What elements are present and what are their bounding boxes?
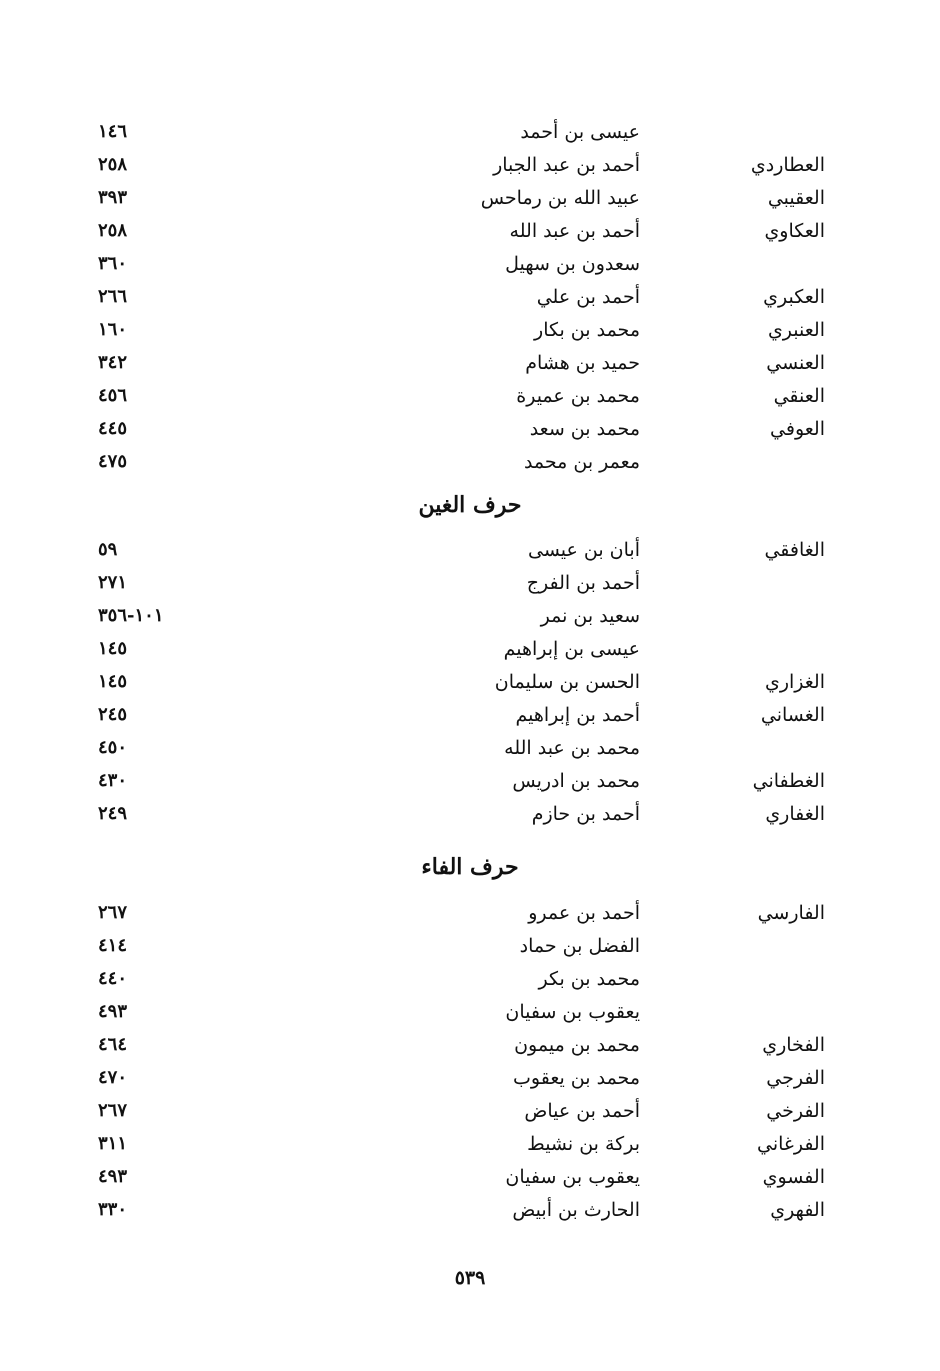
person-name: أحمد بن عياض	[524, 1100, 640, 1122]
nisba-label: الفرجي	[766, 1067, 825, 1089]
list-item	[0, 248, 940, 280]
nisba-label: العكبري	[763, 286, 825, 308]
person-name: سعيد بن نمر	[540, 605, 640, 627]
page-ref: ٤٤٥	[98, 418, 128, 439]
list-item	[0, 534, 940, 566]
list-item	[0, 1029, 940, 1061]
person-name: محمد بن عبد الله	[504, 737, 640, 759]
page-ref: ٤٥٦	[98, 385, 128, 406]
nisba-label: الغطفاني	[752, 770, 825, 792]
page-ref: ٤٥٠	[98, 737, 128, 758]
page-ref: ١٤٥	[98, 671, 128, 692]
nisba-label: الفارسي	[757, 902, 825, 924]
page-ref: ٣١١	[98, 1133, 128, 1154]
list-item	[0, 1194, 940, 1226]
page-ref: ٤٩٣	[98, 1166, 128, 1187]
person-name: معمر بن محمد	[523, 451, 640, 473]
nisba-label: الفهري	[770, 1199, 825, 1221]
section-heading: حرف الغين	[418, 492, 522, 518]
person-name: أحمد بن عمرو	[528, 902, 640, 924]
person-name: عبيد الله بن رماحس	[480, 187, 640, 209]
person-name: عيسى بن إبراهيم	[503, 638, 640, 660]
nisba-label	[665, 930, 825, 962]
nisba-label: الغزاري	[764, 671, 825, 693]
list-item	[0, 215, 940, 247]
page-number: ٥٣٩	[454, 1267, 486, 1289]
list-item	[0, 1161, 940, 1193]
person-name: محمد بن عميرة	[516, 385, 640, 407]
list-item	[0, 347, 940, 379]
page-ref: ٤٩٣	[98, 1001, 128, 1022]
nisba-label: الفرغاني	[756, 1133, 825, 1155]
list-item	[0, 699, 940, 731]
nisba-label: الفرخي	[766, 1100, 825, 1122]
nisba-label: العنسي	[766, 352, 825, 374]
page-ref: ٢٧١	[98, 572, 128, 593]
list-item	[0, 380, 940, 412]
person-name: أبان بن عيسى	[528, 539, 640, 561]
page-ref: ١٤٥	[98, 638, 128, 659]
list-item	[0, 116, 940, 148]
person-name: يعقوب بن سفيان	[505, 1166, 640, 1188]
nisba-label: العنبري	[767, 319, 825, 341]
person-name: أحمد بن إبراهيم	[515, 704, 640, 726]
person-name: حميد بن هشام	[525, 352, 640, 374]
person-name: يعقوب بن سفيان	[505, 1001, 640, 1023]
nisba-label: الفخاري	[762, 1034, 825, 1056]
person-name: محمد بن ادريس	[512, 770, 640, 792]
nisba-label	[665, 732, 825, 764]
nisba-label: الغفاري	[765, 803, 825, 825]
list-item	[0, 897, 940, 929]
page-ref: ٣٣٠	[98, 1199, 128, 1220]
nisba-label	[665, 600, 825, 632]
person-name: محمد بن يعقوب	[513, 1067, 640, 1089]
list-item	[0, 963, 940, 995]
nisba-label: العقيبي	[767, 187, 825, 209]
page-ref: ٤٣٠	[98, 770, 128, 791]
list-item	[0, 446, 940, 478]
nisba-label	[665, 248, 825, 280]
page-ref: ٣٩٣	[98, 187, 128, 208]
person-name: أحمد بن الفرج	[526, 572, 640, 594]
nisba-label	[665, 963, 825, 995]
nisba-label	[665, 116, 825, 148]
page-ref: ٤١٤	[98, 935, 128, 956]
list-item	[0, 314, 940, 346]
person-name: الحسن بن سليمان	[494, 671, 640, 693]
nisba-label	[665, 567, 825, 599]
list-item	[0, 996, 940, 1028]
list-item	[0, 765, 940, 797]
page-ref: ٢٤٥	[98, 704, 128, 725]
person-name: أحمد بن حازم	[531, 803, 640, 825]
page-ref: ٢٦٦	[98, 286, 128, 307]
page-ref: ٣٤٢	[98, 352, 128, 373]
page-ref: ٥٩	[98, 539, 118, 560]
section-heading: حرف الفاء	[421, 854, 519, 880]
page-ref: ٤٦٤	[98, 1034, 128, 1055]
person-name: أحمد بن عبد الله	[509, 220, 640, 242]
list-item	[0, 1095, 940, 1127]
nisba-label	[665, 446, 825, 478]
list-item	[0, 281, 940, 313]
list-item	[0, 798, 940, 830]
page-ref: ٢٤٩	[98, 803, 128, 824]
person-name: عيسى بن أحمد	[520, 121, 640, 143]
list-item	[0, 633, 940, 665]
nisba-label: العكاوي	[764, 220, 825, 242]
page-ref: ١٤٦	[98, 121, 128, 142]
list-item	[0, 413, 940, 445]
page-ref: ٤٤٠	[98, 968, 128, 989]
list-item	[0, 1128, 940, 1160]
person-name: محمد بن سعد	[529, 418, 640, 440]
page-ref: ٤٧٥	[98, 451, 128, 472]
nisba-label: الفسوي	[762, 1166, 825, 1188]
page-ref: ٢٦٧	[98, 1100, 128, 1121]
person-name: بركة بن نشيط	[527, 1133, 640, 1155]
person-name: الفضل بن حماد	[519, 935, 640, 957]
person-name: الحارث بن أبيض	[512, 1199, 640, 1221]
nisba-label	[665, 996, 825, 1028]
list-item	[0, 930, 940, 962]
list-item	[0, 567, 940, 599]
page-ref: ١٠١-٣٥٦	[98, 605, 164, 626]
page-ref: ٢٥٨	[98, 220, 128, 241]
person-name: محمد بن بكر	[538, 968, 640, 990]
list-item	[0, 149, 940, 181]
nisba-label: العنقي	[773, 385, 825, 407]
list-item	[0, 1062, 940, 1094]
nisba-label	[665, 633, 825, 665]
nisba-label: العوفي	[770, 418, 825, 440]
nisba-label: العطاردي	[750, 154, 825, 176]
person-name: سعدون بن سهيل	[505, 253, 640, 275]
page-ref: ٢٥٨	[98, 154, 128, 175]
page-ref: ٢٦٧	[98, 902, 128, 923]
person-name: أحمد بن علي	[536, 286, 640, 308]
page-ref: ٣٦٠	[98, 253, 128, 274]
list-item	[0, 600, 940, 632]
nisba-label: الغساني	[760, 704, 825, 726]
nisba-label: الغافقي	[764, 539, 825, 561]
page-ref: ٤٧٠	[98, 1067, 128, 1088]
person-name: أحمد بن عبد الجبار	[493, 154, 640, 176]
person-name: محمد بن ميمون	[514, 1034, 640, 1056]
person-name: محمد بن بكار	[534, 319, 640, 341]
page-ref: ١٦٠	[98, 319, 128, 340]
list-item	[0, 666, 940, 698]
list-item	[0, 732, 940, 764]
list-item	[0, 182, 940, 214]
